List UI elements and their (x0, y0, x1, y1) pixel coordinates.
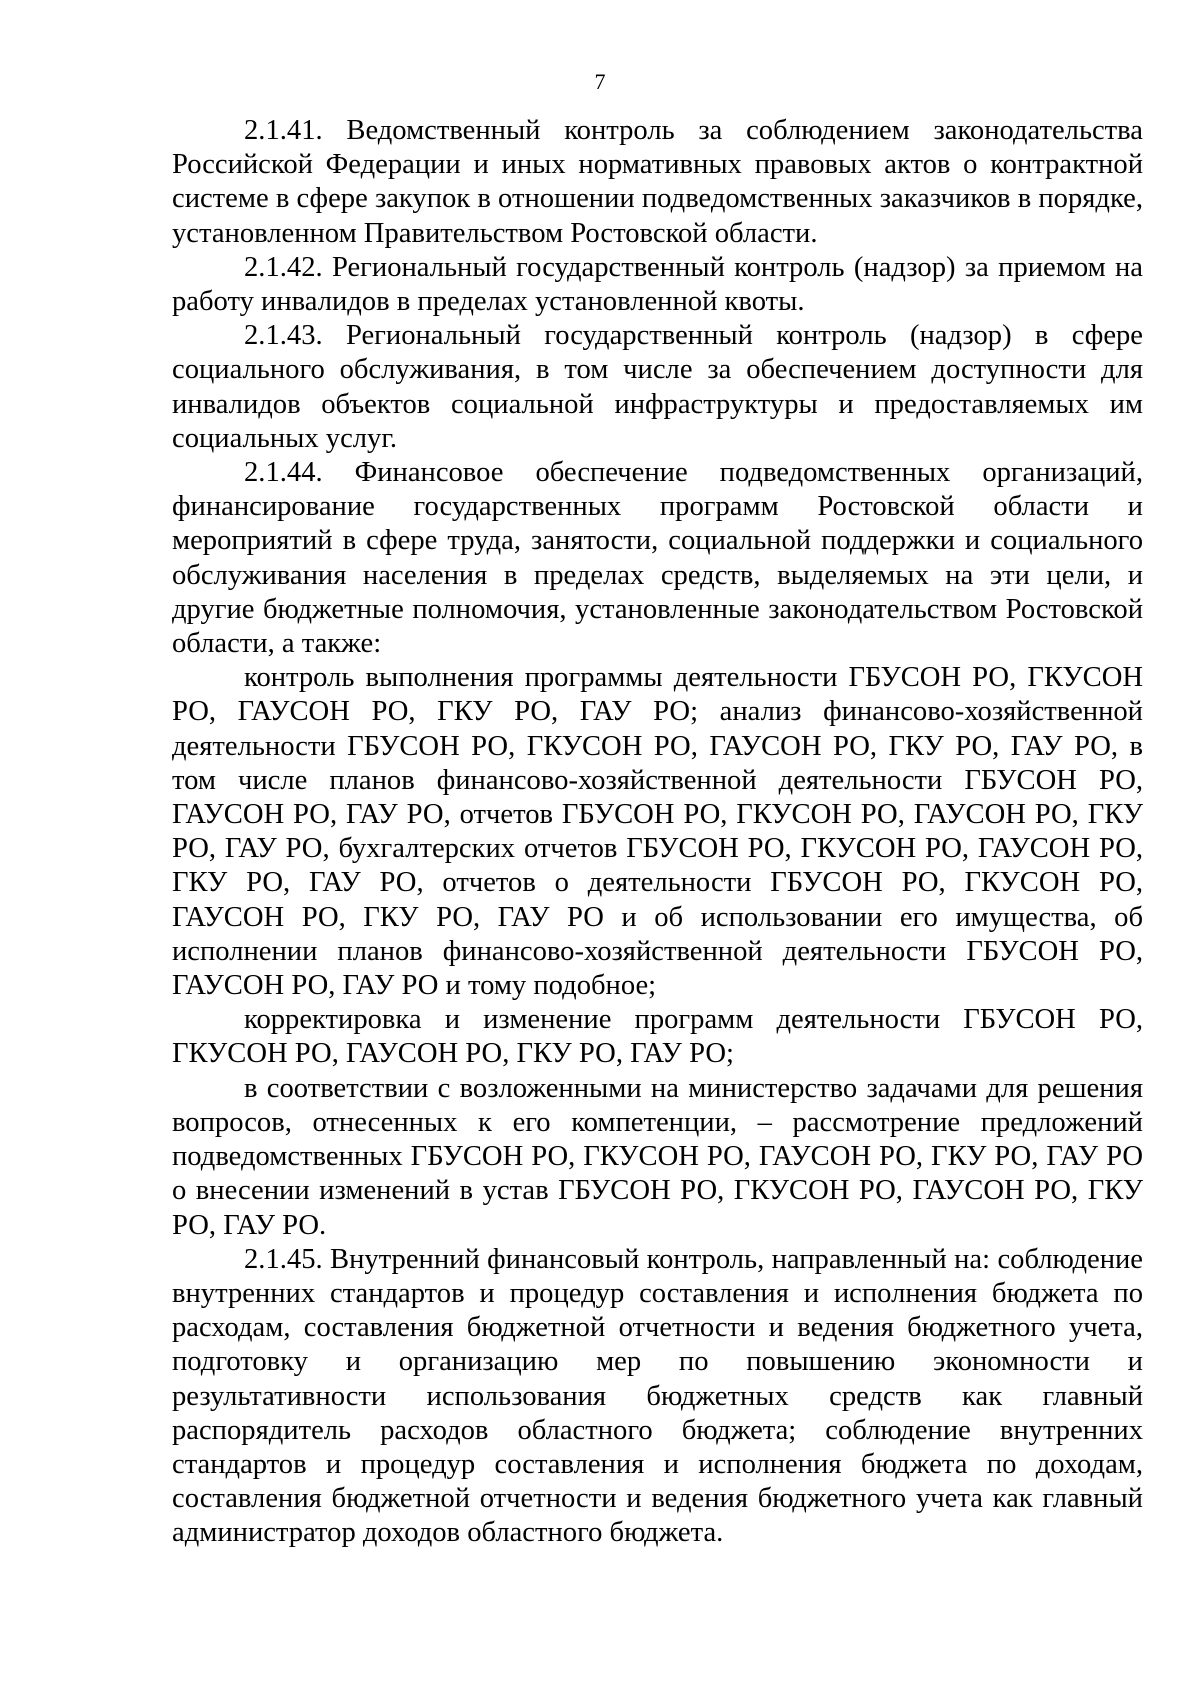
paragraph-2-1-42: 2.1.42. Региональный государственный контроль (надзор) за приемом на работу инвалидов в пределах установленной квоты. (172, 251, 1143, 318)
page-number: 7 (594, 69, 606, 94)
paragraph-program-adjustment: корректировка и изменение программ деятельности ГБУСОН РО, ГКУСОН РО, ГАУСОН РО, ГКУ РО, ГАУ РО; (172, 1004, 1143, 1070)
paragraph-charter-proposals: в соответствии с возложенными на министерство задачами для решения вопросов, отнесенных к его компетенции, – рассмотрение предложений подведомственных ГБУСОН РО, ГКУСОН РО, ГАУСОН РО, ГКУ РО, ГАУ РО о внесении изменений в устав ГБУСОН РО, ГКУСОН РО, ГАУСОН РО, ГКУ РО, ГАУ РО. (172, 1072, 1143, 1241)
paragraph-control-programs: контроль выполнения программы деятельности ГБУСОН РО, ГКУСОН РО, ГАУСОН РО, ГКУ РО, ГАУ РО; анализ финансово-хозяйственной деятельности ГБУСОН РО, ГКУСОН РО, ГАУСОН РО, ГКУ РО, ГАУ РО, в том числе планов финансово-хозяйственной деятельности ГБУСОН РО, ГАУСОН РО, ГАУ РО, отчетов ГБУСОН РО, ГКУСОН РО, ГАУСОН РО, ГКУ РО, ГАУ РО, бухгалтерских отчетов ГБУСОН РО, ГКУСОН РО, ГАУСОН РО, ГКУ РО, ГАУ РО, отчетов о деятельности ГБУСОН РО, ГКУСОН РО, ГАУСОН РО, ГКУ РО, ГАУ РО и об использовании его имущества, об исполнении планов финансово-хозяйственной деятельности ГБУСОН РО, ГАУСОН РО, ГАУ РО и тому подобное; (172, 662, 1143, 1002)
paragraph-2-1-41: 2.1.41. Ведомственный контроль за соблюдением законодательства Российской Федерации и иных нормативных правовых актов о контрактной системе в сфере закупок в отношении подведомственных заказчиков в порядке, установленном Правительством Ростовской области. (172, 115, 1143, 249)
document-body (172, 114, 1143, 1551)
paragraph-2-1-45: 2.1.45. Внутренний финансовый контроль, направленный на: соблюдение внутренних стандартов и процедур составления и исполнения бюджета по расходам, составления бюджетной отчетности и ведения бюджетного учета, подготовку и организацию мер по повышению экономности и результативности использования бюджетных средств как главный распорядитель расходов областного бюджета; соблюдение внутренних стандартов и процедур составления и исполнения бюджета по доходам, составления бюджетной отчетности и ведения бюджетного учета как главный администратор доходов областного бюджета. (172, 1243, 1143, 1549)
paragraph-2-1-44: 2.1.44. Финансовое обеспечение подведомственных организаций, финансирование государственных программ Ростовской области и мероприятий в сфере труда, занятости, социальной поддержки и социального обслуживания населения в пределах средств, выделяемых на эти цели, и другие бюджетные полномочия, установленные законодательством Ростовской области, а также: (172, 457, 1143, 660)
paragraph-2-1-43: 2.1.43. Региональный государственный контроль (надзор) в сфере социального обслуживания, в том числе за обеспечением доступности для инвалидов объектов социальной инфраструктуры и предоставляемых им социальных услуг. (172, 320, 1143, 454)
